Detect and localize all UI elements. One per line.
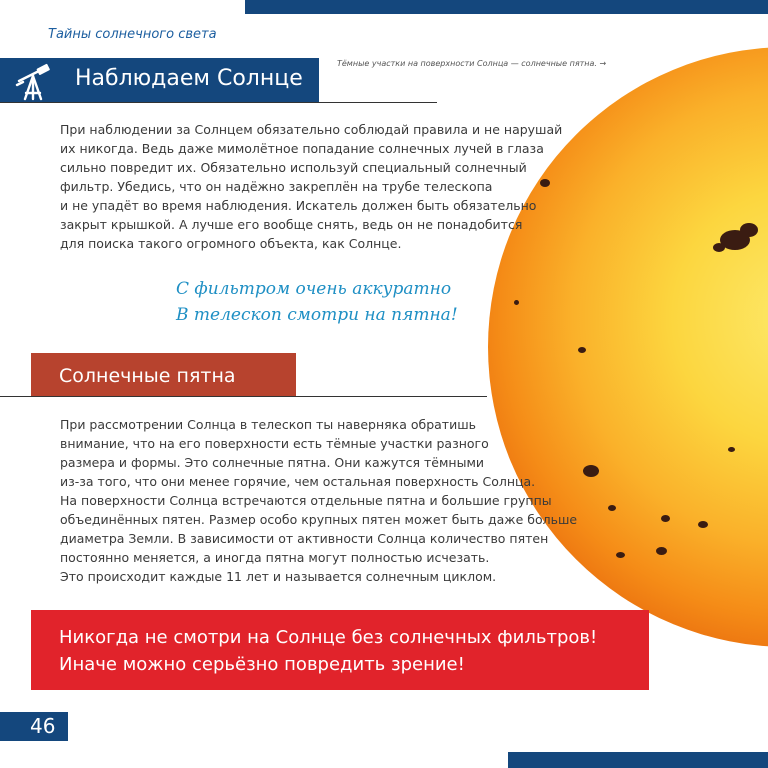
sunspot <box>656 547 667 555</box>
sunspot <box>583 465 599 477</box>
text-line: На поверхности Солнца встречаются отдельные пятна и большие группы <box>60 493 552 508</box>
sunspot <box>698 521 708 528</box>
sunspot <box>608 505 616 511</box>
text-line: размера и формы. Это солнечные пятна. Они кажутся тёмными <box>60 455 485 470</box>
top-decorative-bar <box>245 0 768 14</box>
text-line: и не упадёт во время наблюдения. Искатель должен быть обязательно <box>60 198 537 213</box>
rhyme-line-2: В телескоп смотри на пятна! <box>176 305 458 325</box>
telescope-icon <box>11 63 55 101</box>
sunspot <box>713 243 725 252</box>
section1-underline <box>0 102 437 103</box>
page-number: 46 <box>30 714 56 738</box>
text-line: закрыт крышкой. А лучше его вообще снять, ведь он не понадобится <box>60 217 523 232</box>
text-line: фильтр. Убедись, что он надёжно закреплён на трубе телескопа <box>60 179 493 194</box>
text-line: их никогда. Ведь даже мимолётное попадание солнечных лучей в глаза <box>60 141 544 156</box>
sunspot <box>578 347 586 353</box>
section2-underline <box>0 396 487 397</box>
text-line: внимание, что на его поверхности есть тёмные участки разного <box>60 436 489 451</box>
section2-body <box>60 415 577 586</box>
text-line: из-за того, что они менее горячие, чем остальная поверхность Солнца. <box>60 474 536 489</box>
text-line: При наблюдении за Солнцем обязательно соблюдай правила и не нарушай <box>60 122 563 137</box>
text-line: объединённых пятен. Размер особо крупных пятен может быть даже больше <box>60 512 578 527</box>
text-line: для поиска такого огромного объекта, как Солнце. <box>60 236 402 251</box>
warning-text <box>59 624 597 678</box>
photo-caption: Тёмные участки на поверхности Солнца — солнечные пятна. → <box>337 59 607 68</box>
text-line: диаметра Земли. В зависимости от активности Солнца количество пятен <box>60 531 549 546</box>
sunspot <box>514 300 519 305</box>
running-header: Тайны солнечного света <box>48 27 217 42</box>
text-line: постоянно меняется, а иногда пятна могут полностью исчезать. <box>60 550 490 565</box>
text-line: Это происходит каждые 11 лет и называется солнечным циклом. <box>60 569 497 584</box>
warning-line-2: Иначе можно серьёзно повредить зрение! <box>59 654 465 675</box>
warning-line-1: Никогда не смотри на Солнце без солнечных фильтров! <box>59 627 598 648</box>
text-line: При рассмотрении Солнца в телескоп ты наверняка обратишь <box>60 417 477 432</box>
text-line: сильно повредит их. Обязательно используй специальный солнечный <box>60 160 527 175</box>
section1-title: Наблюдаем Солнце <box>75 66 303 91</box>
rhyme-line-1: С фильтром очень аккуратно <box>176 279 452 299</box>
rhyme-note <box>176 276 458 328</box>
section1-body <box>60 120 562 253</box>
bottom-decorative-bar <box>508 752 768 768</box>
sunspot <box>728 447 735 452</box>
sunspot <box>616 552 625 558</box>
sunspot <box>661 515 670 522</box>
sunspot <box>740 223 758 237</box>
section2-title: Солнечные пятна <box>59 365 236 387</box>
